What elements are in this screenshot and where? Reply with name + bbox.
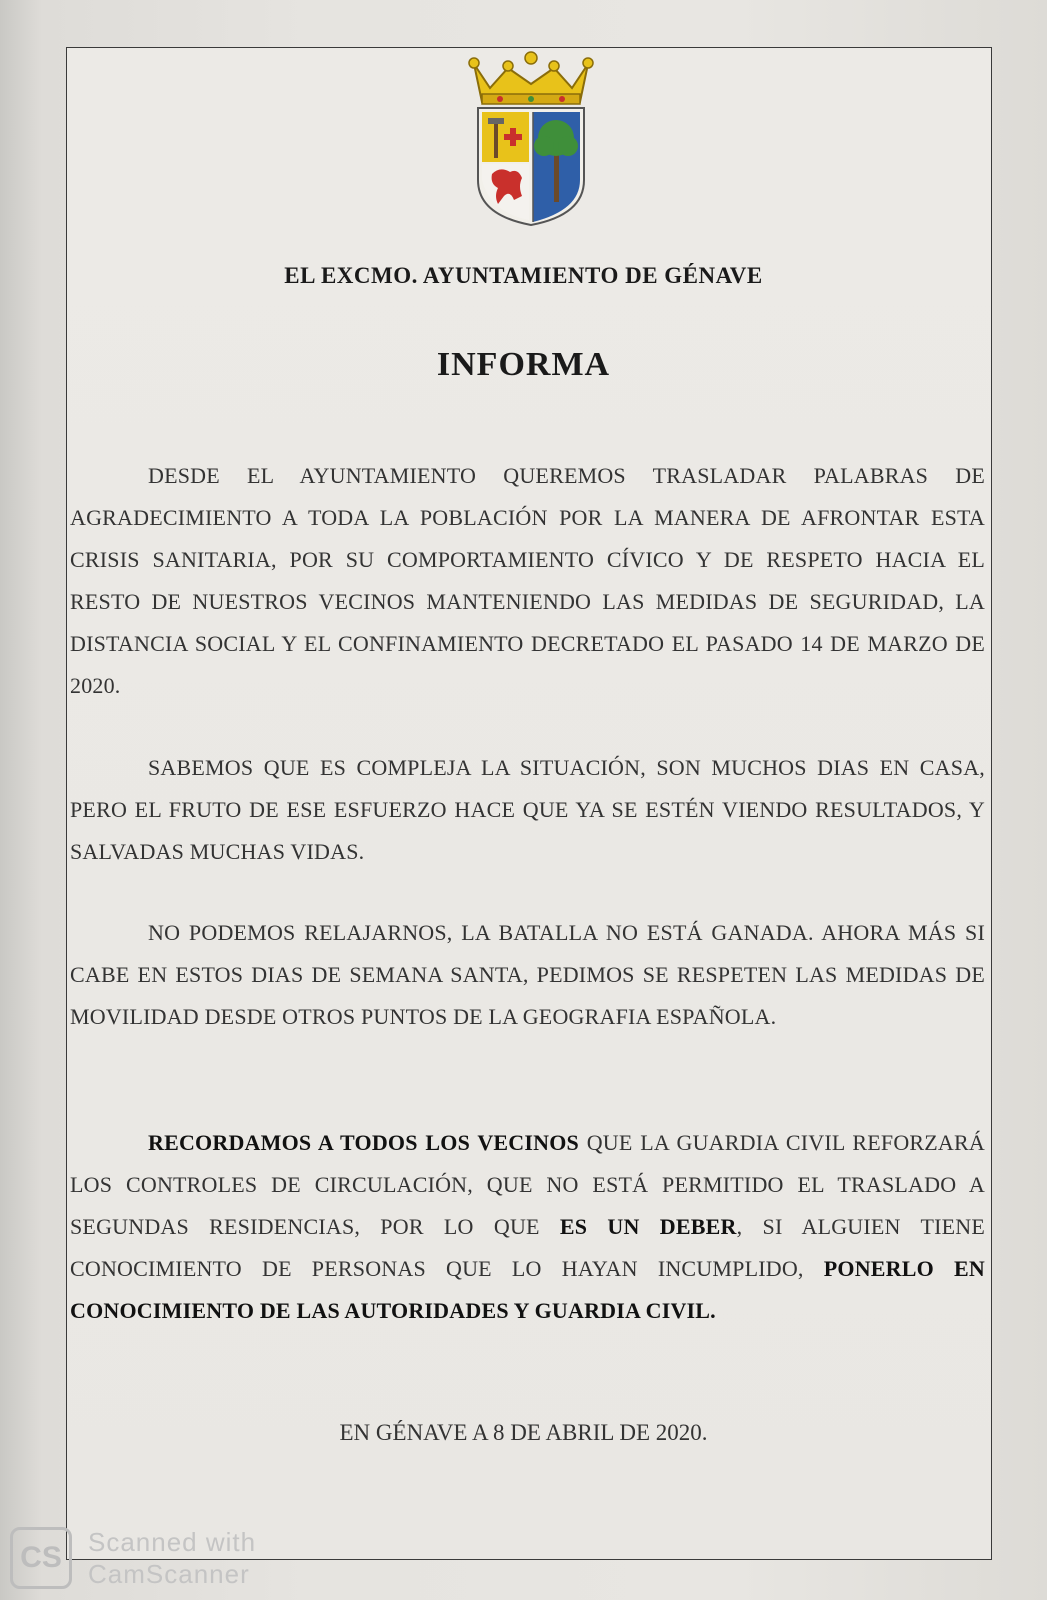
reminder-bold-action: PONERLO EN CONOCIMIENTO DE LAS AUTORIDADES Y GUARDIA CIVIL.	[70, 1256, 985, 1323]
reminder-bold-duty: ES UN DEBER	[559, 1214, 737, 1239]
watermark-line-2: CamScanner	[88, 1559, 250, 1589]
reminder-bold-intro: RECORDAMOS A TODOS LOS VECINOS	[148, 1130, 579, 1155]
shield-icon	[478, 108, 584, 225]
date-closing: EN GÉNAVE A 8 DE ABRIL DE 2020.	[339, 1420, 708, 1445]
watermark-text	[88, 1526, 256, 1590]
paragraph-gratitude: DESDE EL AYUNTAMIENTO QUEREMOS TRASLADAR PALABRAS DE AGRADECIMIENTO A TODA LA POBLACIÓN POR LA MANERA DE AFRONTAR ESTA CRISIS SANITARIA, POR SU COMPORTAMIENTO CÍVICO Y DE RESPETO HACIA EL RESTO DE NUESTROS VECINOS MANTENIENDO LAS MEDIDAS DE SEGURIDAD, LA DISTANCIA SOCIAL Y EL CONFINAMIENTO DECRETADO EL PASADO 14 DE MARZO DE 2020.	[70, 463, 985, 698]
coat-of-arms-icon	[460, 50, 602, 230]
paragraph-holy-week: NO PODEMOS RELAJARNOS, LA BATALLA NO ESTÁ GANADA. AHORA MÁS SI CABE EN ESTOS DIAS DE SEMANA SANTA, PEDIMOS SE RESPETEN LAS MEDIDAS DE MOVILIDAD DESDE OTROS PUNTOS DE LA GEOGRAFIA ESPAÑOLA.	[70, 920, 985, 1029]
reminder-text-b: , SI ALGUIEN TIENE CONOCIMIENTO DE PERSONAS QUE LO HAYAN INCUMPLIDO,	[70, 1214, 985, 1281]
page-title: INFORMA	[436, 346, 611, 383]
camscanner-logo-icon: CS	[10, 1527, 72, 1589]
camscanner-watermark	[10, 1524, 256, 1592]
issuer-heading: EL EXCMO. AYUNTAMIENTO DE GÉNAVE	[284, 263, 763, 288]
reminder-text-a: QUE LA GUARDIA CIVIL REFORZARÁ LOS CONTROLES DE CIRCULACIÓN, QUE NO ESTÁ PERMITIDO EL TRASLADO A SEGUNDAS RESIDENCIAS, POR LO QUE	[70, 1130, 985, 1239]
crown-icon	[469, 52, 593, 104]
paragraph-situation: SABEMOS QUE ES COMPLEJA LA SITUACIÓN, SON MUCHOS DIAS EN CASA, PERO EL FRUTO DE ESE ESFUERZO HACE QUE YA SE ESTÉN VIENDO RESULTADOS, Y SALVADAS MUCHAS VIDAS.	[70, 755, 985, 864]
watermark-line-1: Scanned with	[88, 1527, 257, 1557]
paragraph-reminder	[70, 1122, 985, 1332]
